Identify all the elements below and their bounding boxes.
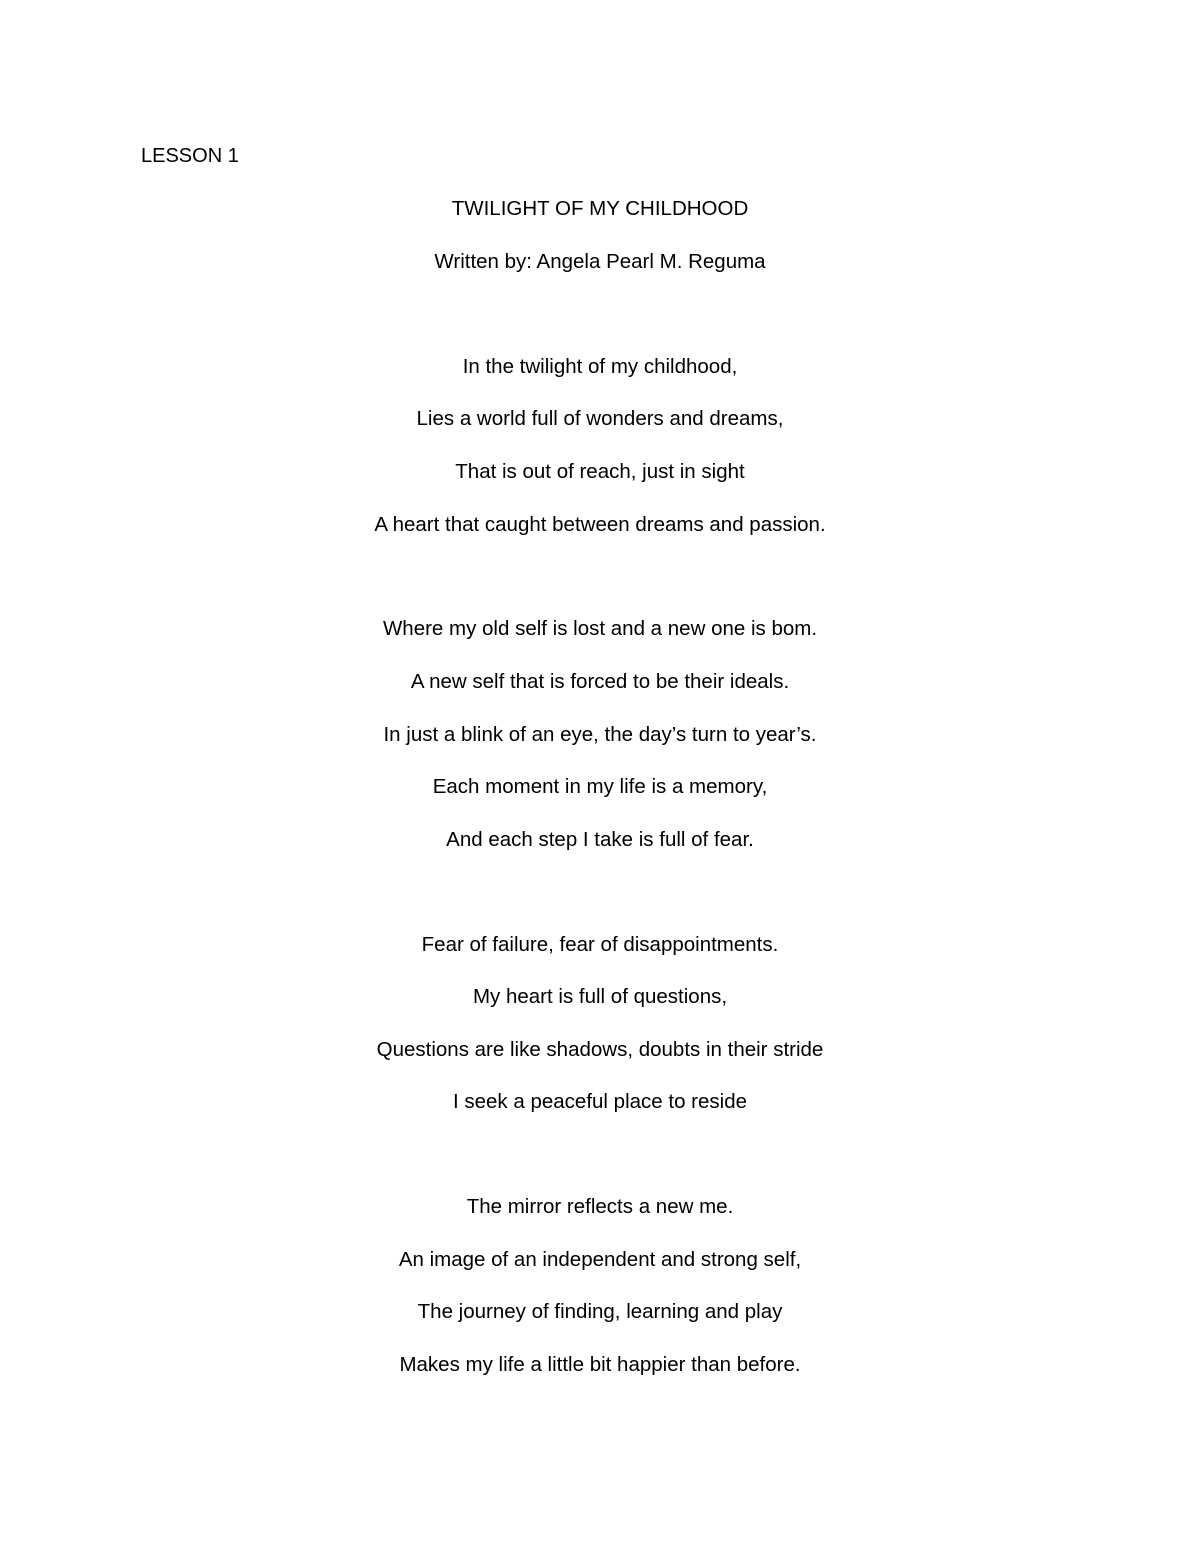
poem-line: Questions are like shadows, doubts in their stride	[376, 1038, 824, 1061]
poem-line: A new self that is forced to be their ideals.	[410, 670, 790, 693]
poem-line: Fear of failure, fear of disappointments.	[421, 933, 779, 956]
poem-line: Each moment in my life is a memory,	[432, 775, 768, 798]
poem-line: The journey of finding, learning and play	[417, 1300, 783, 1323]
poem-line: Where my old self is lost and a new one is bom.	[382, 617, 818, 640]
poem-line: In just a blink of an eye, the day’s turn to year’s.	[383, 723, 817, 746]
poem-line: I seek a peaceful place to reside	[452, 1090, 748, 1113]
poem-title: TWILIGHT OF MY CHILDHOOD	[451, 197, 749, 220]
poem-line: A heart that caught between dreams and passion.	[374, 513, 826, 536]
poem-line: That is out of reach, just in sight	[455, 460, 745, 483]
author-line: Written by: Angela Pearl M. Reguma	[434, 250, 766, 273]
poem-line: Makes my life a little bit happier than before.	[399, 1353, 801, 1376]
poem-line: In the twilight of my childhood,	[462, 355, 738, 378]
poem-line: Lies a world full of wonders and dreams,	[416, 407, 784, 430]
poem-line: My heart is full of questions,	[472, 985, 728, 1008]
poem-line: The mirror reflects a new me.	[466, 1195, 734, 1218]
poem-line: An image of an independent and strong self,	[398, 1248, 802, 1271]
lesson-label: LESSON 1	[141, 145, 239, 167]
poem-line: And each step I take is full of fear.	[446, 828, 754, 851]
